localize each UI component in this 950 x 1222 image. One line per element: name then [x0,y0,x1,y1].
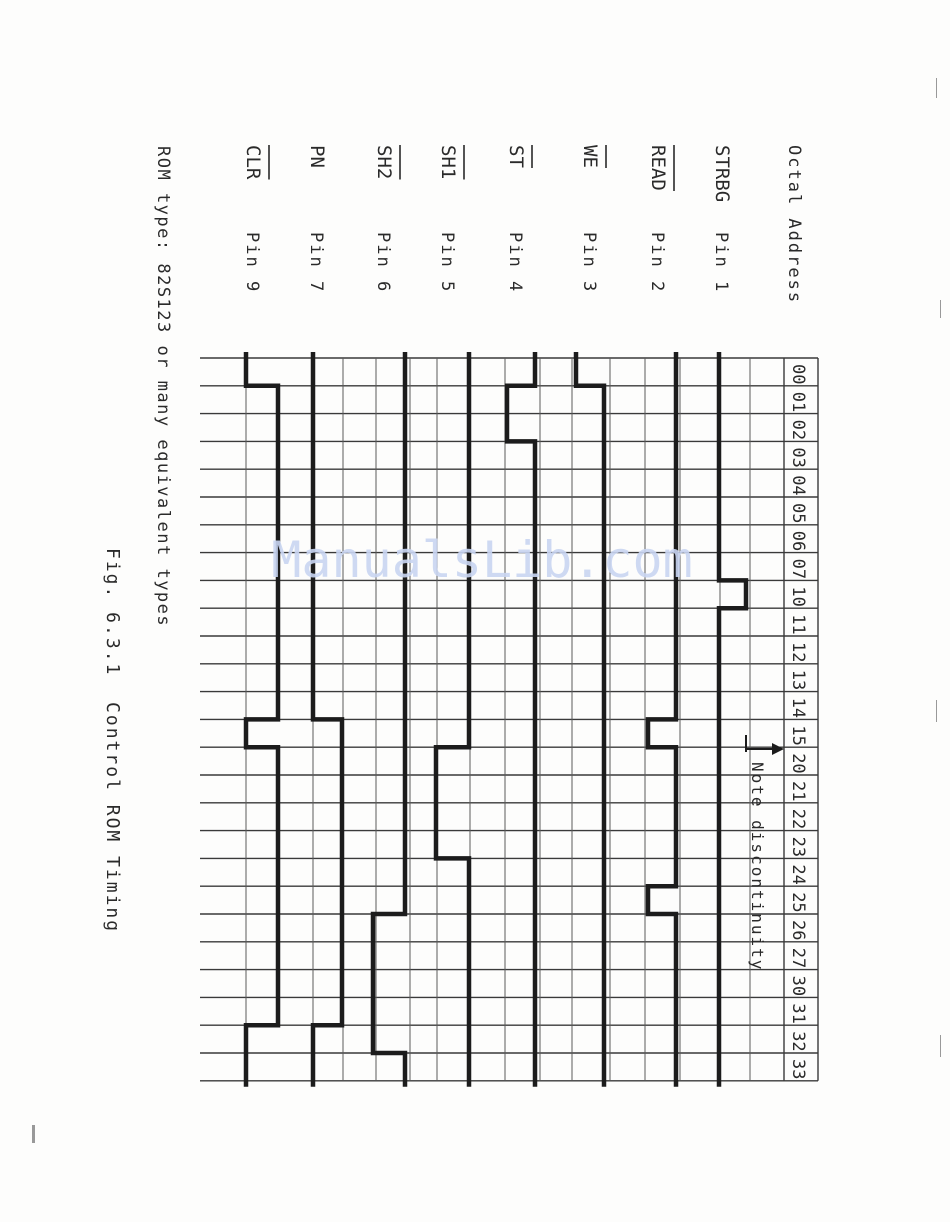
signal-name: READ [647,145,669,191]
rom-type-label: ROM type: 82S123 or many equivalent types [153,146,173,628]
signal-label-pn [306,145,328,293]
address-label: 31 [788,1003,808,1024]
signal-label-strbg [711,145,733,293]
signal-name: SH1 [437,145,459,180]
address-label: 11 [788,614,808,635]
address-label: 05 [788,503,808,524]
address-label: 23 [788,836,808,858]
address-label: 33 [788,1059,808,1080]
address-label: 20 [788,753,808,774]
address-label: 00 [788,364,808,385]
signal-label-read [647,145,674,293]
address-label: 13 [788,669,808,691]
signal-pin: Pin 2 [647,232,667,294]
signal-pin: Pin 5 [437,232,457,294]
address-label: 22 [788,808,808,830]
address-label: 32 [788,1031,808,1052]
diagram-grid [200,358,818,1081]
address-label: 25 [788,892,808,913]
waveform-clr [246,352,278,1087]
address-label: 26 [788,920,808,941]
watermark: ManualsLib.com [271,531,693,589]
address-label: 06 [788,530,808,552]
signal-pin: Pin 9 [242,232,262,294]
address-label: 15 [788,725,808,746]
address-label: 12 [788,642,808,663]
signal-pin: Pin 6 [373,232,393,294]
signal-pin: Pin 1 [711,232,731,294]
address-label: 14 [788,697,808,719]
arrow-head-icon [772,743,784,755]
address-label: 01 [788,391,808,413]
octal-address-header: Octal Address [784,145,804,305]
signal-pin: Pin 7 [306,232,326,294]
signal-label-we [579,145,606,293]
signal-pin: Pin 3 [579,232,599,294]
signal-name: ST [505,145,527,168]
signal-label-clr [242,145,269,293]
waveform-read [648,352,676,1087]
address-label: 27 [788,947,808,969]
address-label: 24 [788,864,808,885]
signal-name: STRBG [711,145,733,203]
signal-name: SH2 [373,145,395,180]
address-label: 07 [788,558,808,580]
figure-caption: Fig. 6.3.1 Control ROM Timing [102,548,123,934]
address-label: 03 [788,447,808,468]
signal-name: CLR [242,145,264,180]
address-label: 04 [788,475,808,496]
address-label: 21 [788,781,808,802]
discontinuity-annotation [746,735,784,971]
signal-label-sh1 [437,145,464,293]
signal-name: WE [579,145,601,168]
address-labels [788,364,808,1079]
discontinuity-note: Note discontinuity [748,762,767,972]
waveform-pn [313,352,342,1087]
signal-label-st [505,145,532,293]
address-label: 30 [788,975,808,997]
signal-name: PN [306,145,328,168]
address-label: 02 [788,419,808,441]
signal-pin: Pin 4 [505,232,525,294]
signal-labels [242,145,733,293]
address-label: 10 [788,586,808,607]
signal-label-sh2 [373,145,400,293]
